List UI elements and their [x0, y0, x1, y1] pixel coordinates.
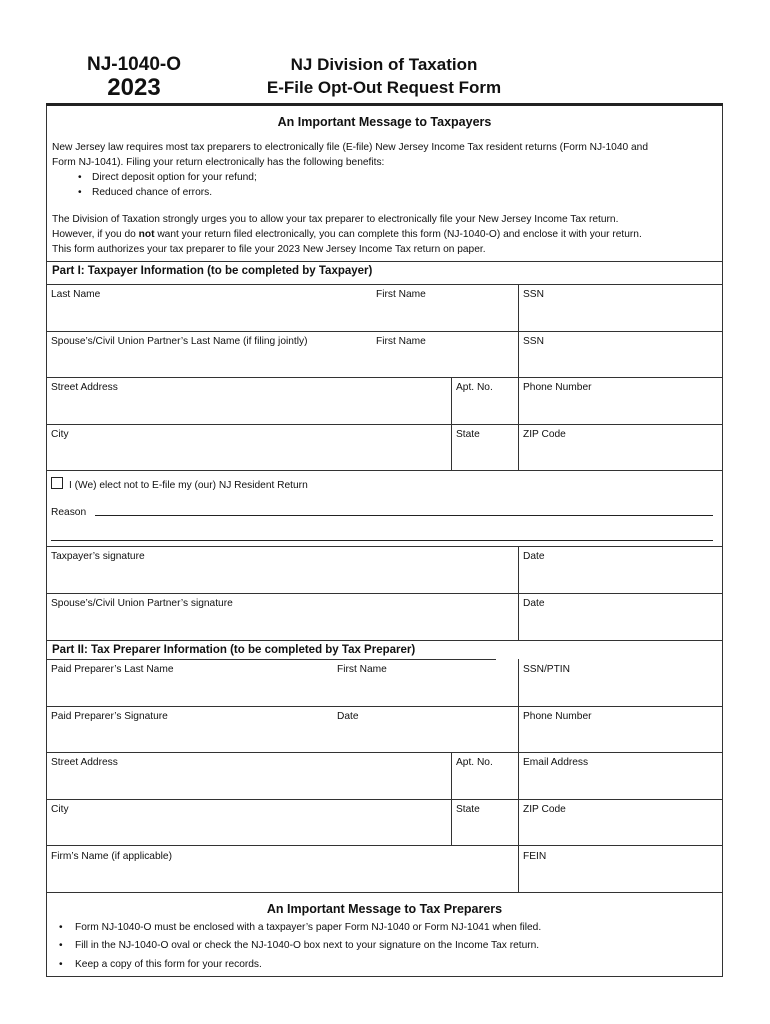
last-name-field[interactable]: Last Name — [51, 289, 101, 300]
benefit-item: • Direct deposit option for your refund; — [92, 172, 257, 183]
firm-name-field[interactable]: Firm’s Name (if applicable) — [51, 851, 172, 862]
opt-out-checkbox[interactable] — [51, 477, 63, 489]
reason-line-2[interactable] — [51, 540, 713, 541]
reason-line[interactable] — [95, 515, 713, 516]
agency-name: NJ Division of Taxation — [290, 55, 478, 74]
spouse-date-field[interactable]: Date — [523, 598, 545, 609]
street-address-field[interactable]: Street Address — [51, 382, 118, 393]
preparer-phone-field[interactable]: Phone Number — [523, 711, 592, 722]
part1-title: Part I: Taxpayer Information (to be completed by Taxpayer) — [52, 265, 373, 277]
taxpayer-date-field[interactable]: Date — [523, 551, 545, 562]
para2-line-2: However, if you do not want your return filed electronically, you can complete this form (NJ-1040-O) and enclose it with your return. — [52, 229, 642, 240]
preparer-message-heading: An Important Message to Tax Preparers — [266, 902, 503, 916]
taxpayer-message-heading: An Important Message to Taxpayers — [277, 115, 492, 129]
form-code: NJ-1040-O — [87, 54, 181, 75]
preparer-city-field[interactable]: City — [51, 804, 69, 815]
state-field[interactable]: State — [456, 429, 480, 440]
para2-line-1: The Division of Taxation strongly urges you to allow your tax preparer to electronically file your New Jersey Income Tax return. — [52, 214, 619, 225]
phone-field[interactable]: Phone Number — [523, 382, 592, 393]
intro-line-1: New Jersey law requires most tax preparers to electronically file (E-file) New Jersey Income Tax resident returns (Form NJ-1040 and — [52, 142, 648, 153]
reason-label: Reason — [51, 507, 87, 518]
preparer-first-name-field[interactable]: First Name — [337, 664, 387, 675]
spouse-ssn-field[interactable]: SSN — [523, 336, 544, 347]
preparer-date-field[interactable]: Date — [337, 711, 359, 722]
fein-field[interactable]: FEIN — [523, 851, 547, 862]
spouse-first-name-field[interactable]: First Name — [376, 336, 426, 347]
spouse-last-name-field[interactable]: Spouse’s/Civil Union Partner’s Last Name (if filing jointly) — [51, 336, 308, 347]
part2-title: Part II: Tax Preparer Information (to be completed by Tax Preparer) — [52, 644, 416, 656]
preparer-instruction: • Form NJ-1040-O must be enclosed with a taxpayer’s paper Form NJ-1040 or Form NJ-1041 when filed. — [75, 922, 541, 933]
preparer-state-field[interactable]: State — [456, 804, 480, 815]
preparer-zip-field[interactable]: ZIP Code — [523, 804, 566, 815]
form-title: E-File Opt-Out Request Form — [266, 78, 502, 97]
para2-line-3: This form authorizes your tax preparer to file your 2023 New Jersey Income Tax return on paper. — [52, 244, 486, 255]
preparer-instruction: • Keep a copy of this form for your records. — [75, 959, 262, 970]
benefit-item: • Reduced chance of errors. — [92, 187, 212, 198]
opt-out-label: I (We) elect not to E-file my (our) NJ Resident Return — [69, 480, 308, 491]
preparer-last-name-field[interactable]: Paid Preparer’s Last Name — [51, 664, 174, 675]
city-field[interactable]: City — [51, 429, 69, 440]
preparer-signature-field[interactable]: Paid Preparer’s Signature — [51, 711, 168, 722]
intro-line-2: Form NJ-1041). Filing your return electronically has the following benefits: — [52, 157, 385, 168]
tax-year: 2023 — [107, 74, 161, 101]
preparer-apt-field[interactable]: Apt. No. — [456, 757, 493, 768]
preparer-street-field[interactable]: Street Address — [51, 757, 118, 768]
zip-field[interactable]: ZIP Code — [523, 429, 566, 440]
preparer-instruction: • Fill in the NJ-1040-O oval or check the NJ-1040-O box next to your signature on the Income Tax return. — [75, 940, 539, 951]
spouse-signature-field[interactable]: Spouse’s/Civil Union Partner’s signature — [51, 598, 233, 609]
taxpayer-signature-field[interactable]: Taxpayer’s signature — [51, 551, 145, 562]
apt-no-field[interactable]: Apt. No. — [456, 382, 493, 393]
ssn-ptin-field[interactable]: SSN/PTIN — [523, 664, 570, 675]
first-name-field[interactable]: First Name — [376, 289, 426, 300]
preparer-email-field[interactable]: Email Address — [523, 757, 589, 768]
ssn-field[interactable]: SSN — [523, 289, 544, 300]
top-rule — [46, 103, 723, 106]
